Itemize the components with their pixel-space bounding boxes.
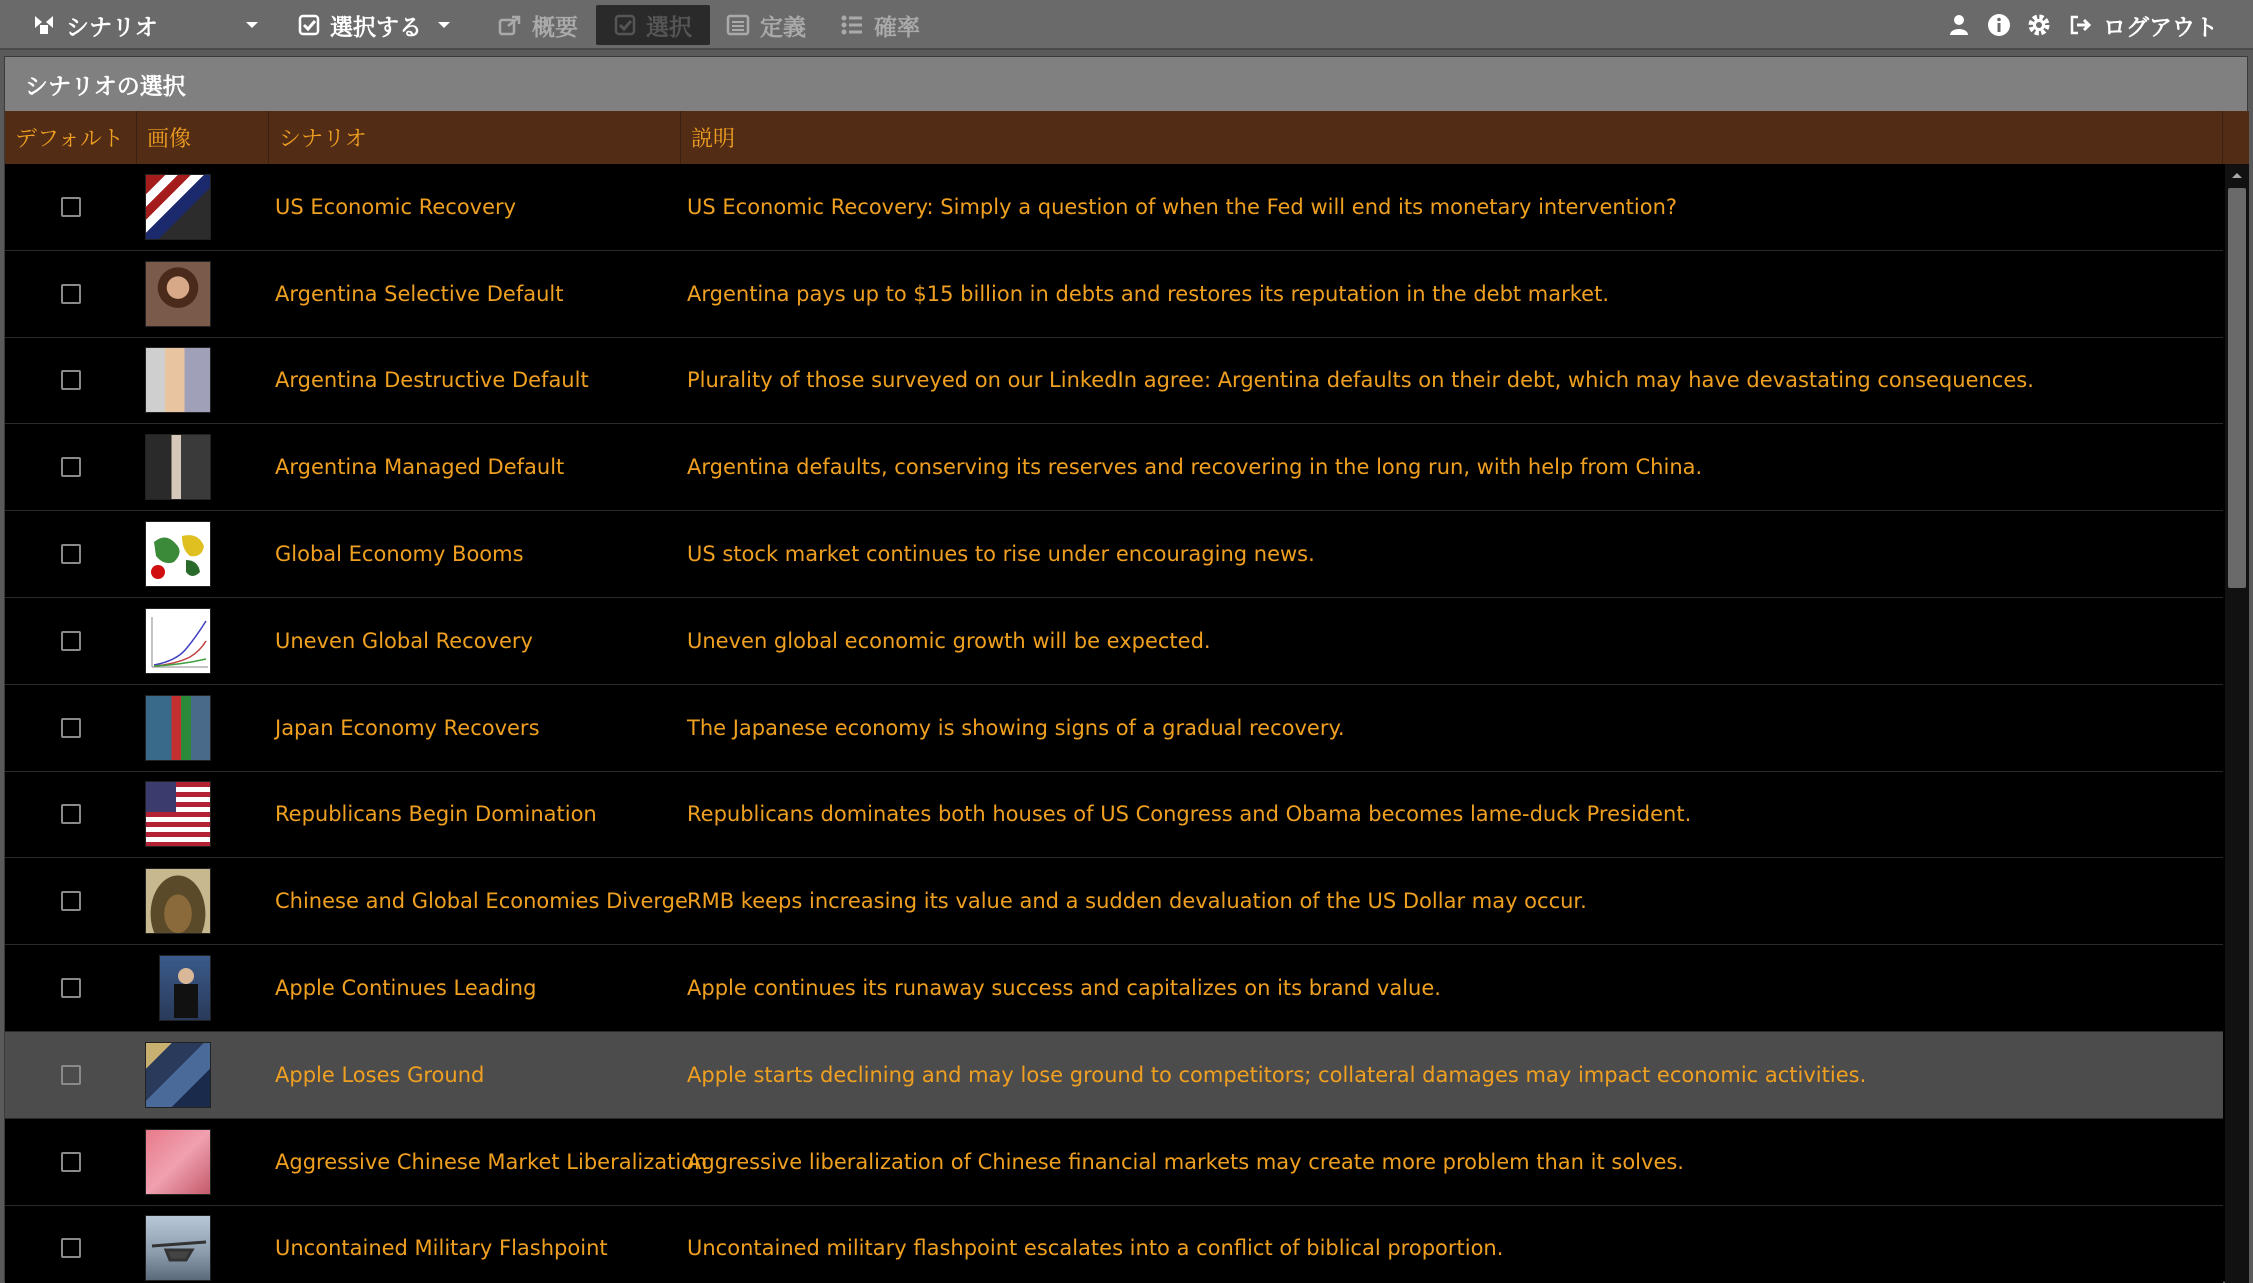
scenario-thumbnail [145,695,211,761]
scenario-thumbnail [145,1129,211,1195]
scenario-thumbnail [145,781,211,847]
scenario-name[interactable]: Global Economy Booms [275,542,524,567]
scenario-thumbnail [159,955,211,1021]
definition-button[interactable] [726,5,806,45]
scenario-name[interactable]: Apple Loses Ground [275,1062,485,1087]
vertical-scrollbar[interactable] [2225,164,2249,1283]
overview-button[interactable] [498,5,578,45]
default-checkbox[interactable] [61,1238,81,1258]
logout-button[interactable] [2069,5,2218,45]
chevron-down-icon [436,16,452,35]
scenario-name[interactable]: Argentina Destructive Default [275,368,589,393]
table-row[interactable] [5,945,2223,1032]
scenario-thumbnail [145,174,211,240]
scenario-name[interactable]: Republicans Begin Domination [275,802,597,827]
table-row[interactable] [5,1032,2223,1119]
default-checkbox[interactable] [61,457,81,477]
scenario-selection-panel [4,56,2248,1282]
scenario-name[interactable]: Uneven Global Recovery [275,628,533,653]
scenario-thumbnail [145,434,211,500]
default-checkbox[interactable] [61,284,81,304]
table-row[interactable] [5,251,2223,338]
scenario-name[interactable]: Chinese and Global Economies Diverge [275,889,688,914]
scenario-menu-label: シナリオ [66,14,158,41]
scenario-description: Republicans dominates both houses of US Congress and Obama becomes lame-duck President. [687,802,1692,827]
scrollbar-thumb[interactable] [2228,188,2246,588]
scenario-thumbnail [145,868,211,934]
table-row[interactable] [5,598,2223,685]
probability-button[interactable] [840,5,920,45]
default-checkbox[interactable] [61,978,81,998]
table-row[interactable] [5,772,2223,859]
scenario-description: The Japanese economy is showing signs of a gradual recovery. [687,715,1345,740]
default-checkbox[interactable] [61,891,81,911]
column-header-scenario[interactable]: シナリオ [269,111,681,164]
select-dropdown[interactable] [298,5,452,45]
selection-tab[interactable] [596,5,710,45]
user-icon[interactable] [1939,5,1979,45]
probability-label: 確率 [874,14,920,41]
scenario-name[interactable]: US Economic Recovery [275,194,517,219]
logout-label: ログアウト [2103,14,2218,41]
select-dropdown-label: 選択する [330,14,422,41]
scenario-name[interactable]: Uncontained Military Flashpoint [275,1236,608,1261]
gear-icon[interactable] [2019,5,2059,45]
scenario-caret-icon[interactable] [244,16,260,35]
scroll-up-arrow-icon[interactable] [2225,164,2249,186]
default-checkbox[interactable] [61,197,81,217]
scenario-description: Plurality of those surveyed on our LinkedIn agree: Argentina defaults on their debt, which may have devastating consequences. [687,368,2034,393]
share-icon [498,14,522,36]
scenario-menu[interactable] [32,5,158,45]
scenario-name[interactable]: Aggressive Chinese Market Liberalization [275,1149,708,1174]
table-row[interactable] [5,685,2223,772]
toolbar-right-group [1939,5,2218,45]
table-row[interactable] [5,164,2223,251]
top-toolbar [0,0,2253,50]
default-checkbox[interactable] [61,1152,81,1172]
scenario-name[interactable]: Japan Economy Recovers [275,715,540,740]
check-square-icon [614,14,636,36]
default-checkbox[interactable] [61,631,81,651]
default-checkbox[interactable] [61,1065,81,1085]
list-ol-icon [840,14,864,36]
scenario-description: Apple continues its runaway success and capitalizes on its brand value. [687,976,1441,1001]
scenario-name[interactable]: Argentina Selective Default [275,281,564,306]
scenario-description: Uneven global economic growth will be expected. [687,628,1211,653]
column-header-image[interactable]: 画像 [137,111,269,164]
scenario-table-body [5,164,2223,1283]
scenario-name[interactable]: Argentina Managed Default [275,455,565,480]
table-row[interactable] [5,511,2223,598]
overview-label: 概要 [532,14,578,41]
column-header-default[interactable]: デフォルト [5,111,137,164]
table-row[interactable] [5,1206,2223,1283]
default-checkbox[interactable] [61,370,81,390]
scenario-description: Aggressive liberalization of Chinese financial markets may create more problem than it solves. [687,1149,1684,1174]
default-checkbox[interactable] [61,718,81,738]
definition-label: 定義 [760,14,806,41]
scenario-description: US Economic Recovery: Simply a question of when the Fed will end its monetary intervention? [687,194,1678,219]
sign-out-icon [2069,14,2093,36]
scenario-description: Uncontained military flashpoint escalates into a conflict of biblical proportion. [687,1236,1504,1261]
panel-title: シナリオの選択 [5,57,2247,111]
table-row[interactable] [5,338,2223,425]
scenario-description: US stock market continues to rise under encouraging news. [687,542,1315,567]
check-square-icon [298,14,320,36]
selection-tab-label: 選択 [646,14,692,41]
table-row[interactable] [5,1119,2223,1206]
table-row[interactable] [5,858,2223,945]
scenario-description: RMB keeps increasing its value and a sudden devaluation of the US Dollar may occur. [687,889,1587,914]
scenario-thumbnail [145,608,211,674]
scenario-description: Argentina defaults, conserving its reserves and recovering in the long run, with help from China. [687,455,1703,480]
scenario-description: Argentina pays up to $15 billion in debts and restores its reputation in the debt market. [687,281,1610,306]
default-checkbox[interactable] [61,544,81,564]
scenario-thumbnail [145,1215,211,1281]
scenario-description: Apple starts declining and may lose ground to competitors; collateral damages may impact economic activities. [687,1062,1867,1087]
default-checkbox[interactable] [61,804,81,824]
scenario-icon [32,13,56,37]
table-row[interactable] [5,424,2223,511]
scenario-name[interactable]: Apple Continues Leading [275,976,537,1001]
scenario-thumbnail [145,1042,211,1108]
table-header [5,111,2249,164]
scenario-thumbnail [145,347,211,413]
scenario-thumbnail [145,521,211,587]
list-alt-icon [726,14,750,36]
info-icon[interactable] [1979,5,2019,45]
column-header-description[interactable]: 説明 [681,111,2223,164]
scenario-thumbnail [145,261,211,327]
